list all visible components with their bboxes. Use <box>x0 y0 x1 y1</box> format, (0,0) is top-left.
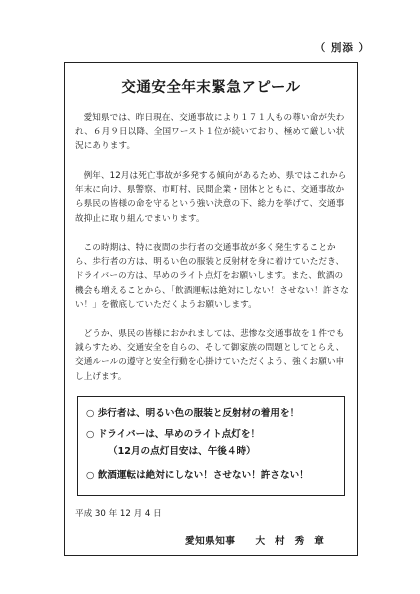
key-point-driver: ○ ドライバーは、早めのライト点灯を！ <box>86 429 261 440</box>
paragraph-night-safety: この時期は、特に夜間の歩行者の交通事故が多く発生することから、歩行者の方は、明るい色の服装と反射材を身に着けていただき、ドライバーの方は、早めのライト点灯をお願いします。また、飲酒の機会も増えることから、「飲酒運転は絶対にしない！させない！許さない！」を徹底していただくようお願いします。 <box>75 243 349 310</box>
paragraph-request: どうか、県民の皆様におかれましては、悲惨な交通事故を１件でも減らすため、交通安全を自らの、そして御家族の問題としてとらえ、交通ルールの遵守と安全行動を心掛けていただくよう、強くお願い申し上げます。 <box>75 329 345 382</box>
signature <box>185 533 334 547</box>
document-date: 平成 30 年 12 月 4 日 <box>75 509 162 519</box>
signature-name: 大村秀章 <box>255 536 334 547</box>
annex-label: （ 別添 ） <box>314 42 370 54</box>
key-points-box <box>77 396 345 496</box>
paragraph-current-situation: 愛知県では、昨日現在、交通事故により１７１人もの尊い命が失われ、６月９日以降、全国ワースト１位が続いており、極めて厳しい状況にあります。 <box>75 113 345 152</box>
key-point-drunk-driving: ○ 飲酒運転は絶対にしない！させない！許さない！ <box>86 470 309 481</box>
key-point-driver-note: （12月の点灯目安は、午後４時） <box>108 446 256 457</box>
appeal-frame <box>64 62 358 556</box>
paragraph-year-end-effort: 例年、12月は死亡事故が多発する傾向があるため、県ではこれから年末に向け、県警察、市町村、民間企業・団体とともに、交通事故から県民の皆様の命を守るという強い決意の下、総力を挙げて、交通事故抑止に取り組んでまいります。 <box>75 171 347 224</box>
key-point-pedestrian: ○ 歩行者は、明るい色の服装と反射材の着用を！ <box>86 408 300 419</box>
document-title: 交通安全年末緊急アピール <box>121 80 301 96</box>
signature-title: 愛知県知事 <box>185 536 236 547</box>
